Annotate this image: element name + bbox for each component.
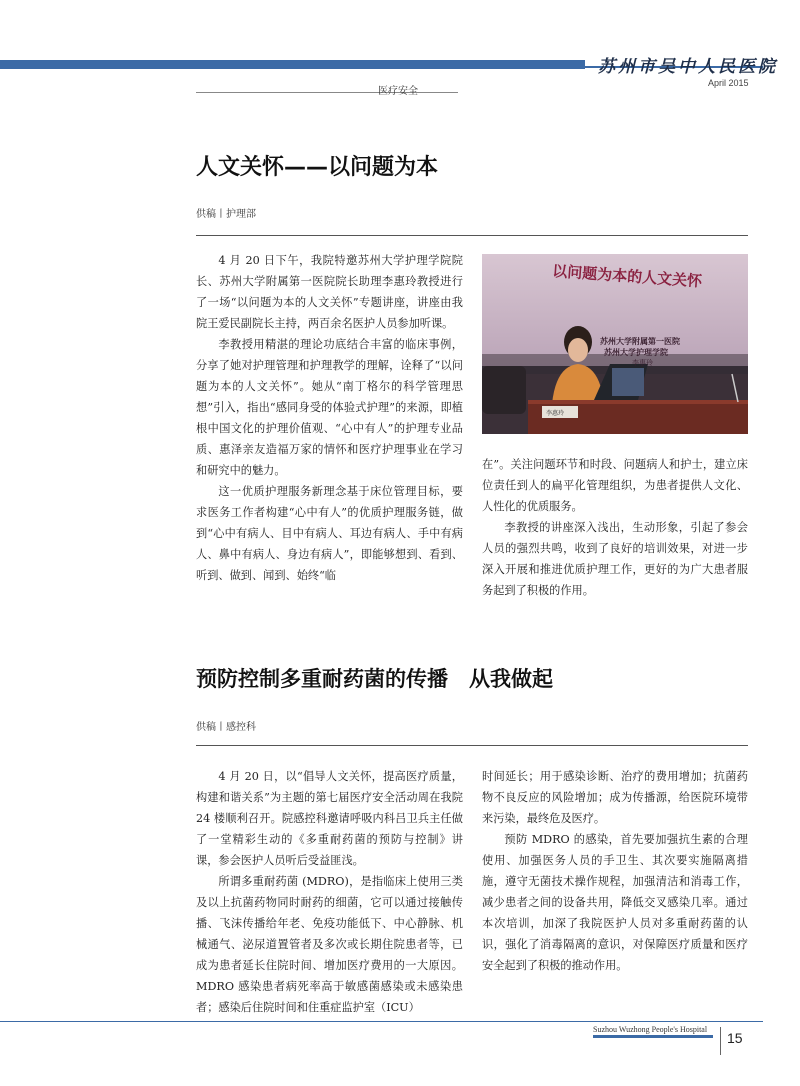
article1-right-column bbox=[482, 454, 748, 604]
footer-hospital-name: Suzhou Wuzhong People's Hospital bbox=[593, 1025, 708, 1034]
article2-title: 预防控制多重耐药菌的传播 从我做起 bbox=[196, 667, 553, 691]
article1-left-column bbox=[196, 250, 463, 594]
article1-title: 人文关怀——以问题为本 bbox=[196, 155, 439, 180]
article1-byline: 供稿丨护理部 bbox=[196, 209, 256, 220]
issue-date: April 2015 bbox=[708, 78, 749, 88]
header-bar bbox=[0, 60, 585, 69]
photo-banner-text: 以问题为本的人文关怀 bbox=[551, 262, 703, 291]
lecture-photo bbox=[482, 254, 748, 434]
article1-paragraph: 这一优质护理服务新理念基于床位管理目标，要求医务工作者构建“心中有人”的优质护理服务链，做到“心中有病人、目中有病人、耳边有病人、手中有病人、鼻中有病人、身边有病人”，即能够想到、看到、听到、做到、闻到、始终“临 bbox=[196, 485, 463, 582]
article2-paragraph: 所谓多重耐药菌 (MDRO)，是指临床上使用三类及以上抗菌药物同时耐药的细菌，它可以通过接触传播、飞沫传播给年老、免疫功能低下、中心静脉、机械通气、泌尿道置管者及多次或长期住院患者等，已成为患者延长住院时间、增加医疗费用的一大原因。MDRO 感染患者病死率高于敏感菌感染或未感染患者；感染后住院时间和住重症监护室（ICU） bbox=[196, 875, 463, 1014]
section-divider bbox=[196, 92, 458, 93]
article1-paragraph: 李教授用精湛的理论功底结合丰富的临床事例，分享了她对护理管理和护理教学的理解，诠释了“以问题为本的人文关怀”。她从“南丁格尔的科学管理思想”引入，指出“感同身受的体验式护理”的来源，即植根中国文化的护理价值观、“心中有人”的护理专业品质、惠泽亲友造福万家的情怀和医疗护理事业在学习和研究中的魅力。 bbox=[196, 338, 463, 477]
article2-right-column bbox=[482, 766, 748, 976]
article2-byline: 供稿丨感控科 bbox=[196, 722, 256, 733]
photo-nameplate: 李惠玲 bbox=[546, 410, 565, 417]
article2-paragraph: 4 月 20 日，以“倡导人文关怀，提高医疗质量，构建和谐关系”为主题的第七届医疗安全活动周在我院 24 楼顺利召开。院感控科邀请呼吸内科吕卫兵主任做了一堂精彩生动的《多重耐药菌的预防与控制》讲课，参会医护人员听后受益匪浅。 bbox=[196, 770, 463, 867]
article2-continuation: 时间延长；用于感染诊断、治疗的费用增加；抗菌药物不良反应的风险增加；成为传播源，给医院环境带来污染，最终危及医疗。 bbox=[482, 770, 748, 825]
photo-screen-line2: 苏州大学护理学院 bbox=[604, 348, 668, 357]
photo-screen-line1: 苏州大学附属第一医院 bbox=[600, 337, 680, 346]
footer-line bbox=[0, 1021, 763, 1022]
article1-rule bbox=[196, 235, 748, 236]
article1-continuation: 在”。关注问题环节和时段、问题病人和护士，建立床位责任到人的扁平化管理组织，为患者提供人文化、人性化的优质服务。 bbox=[482, 458, 748, 513]
article2-left-column bbox=[196, 766, 463, 1016]
photo-screen-line3: 李惠玲 bbox=[632, 359, 653, 367]
article1-paragraph: 4 月 20 日下午，我院特邀苏州大学护理学院院长、苏州大学附属第一医院院长助理李惠玲教授进行了一场“以问题为本的人文关怀”专题讲座，讲座由我院王爱民副院长主持，两百余名医护人员参加听课。 bbox=[196, 254, 463, 330]
section-label: 医疗安全 bbox=[378, 86, 418, 97]
article1-paragraph: 李教授的讲座深入浅出，生动形象，引起了参会人员的强烈共鸣，收到了良好的培训效果，对进一步深入开展和推进优质护理工作，更好的为广大患者服务起到了积极的作用。 bbox=[482, 521, 748, 597]
page-number: 15 bbox=[727, 1030, 743, 1046]
article2-rule bbox=[196, 745, 748, 746]
article2-paragraph: 预防 MDRO 的感染，首先要加强抗生素的合理使用、加强医务人员的手卫生、其次要实施隔离措施，遵守无菌技术操作规程，加强清洁和消毒工作，减少患者之间的设备共用，降低交叉感染几率。通过本次培训，加深了我院医护人员对多重耐药菌的认识，强化了消毒隔离的意识，对保障医疗质量和医疗安全起到了积极的推动作用。 bbox=[482, 833, 748, 972]
hospital-name: 苏州市吴中人民医院 bbox=[598, 57, 778, 77]
footer-bar bbox=[593, 1035, 713, 1038]
footer-divider bbox=[720, 1027, 721, 1055]
